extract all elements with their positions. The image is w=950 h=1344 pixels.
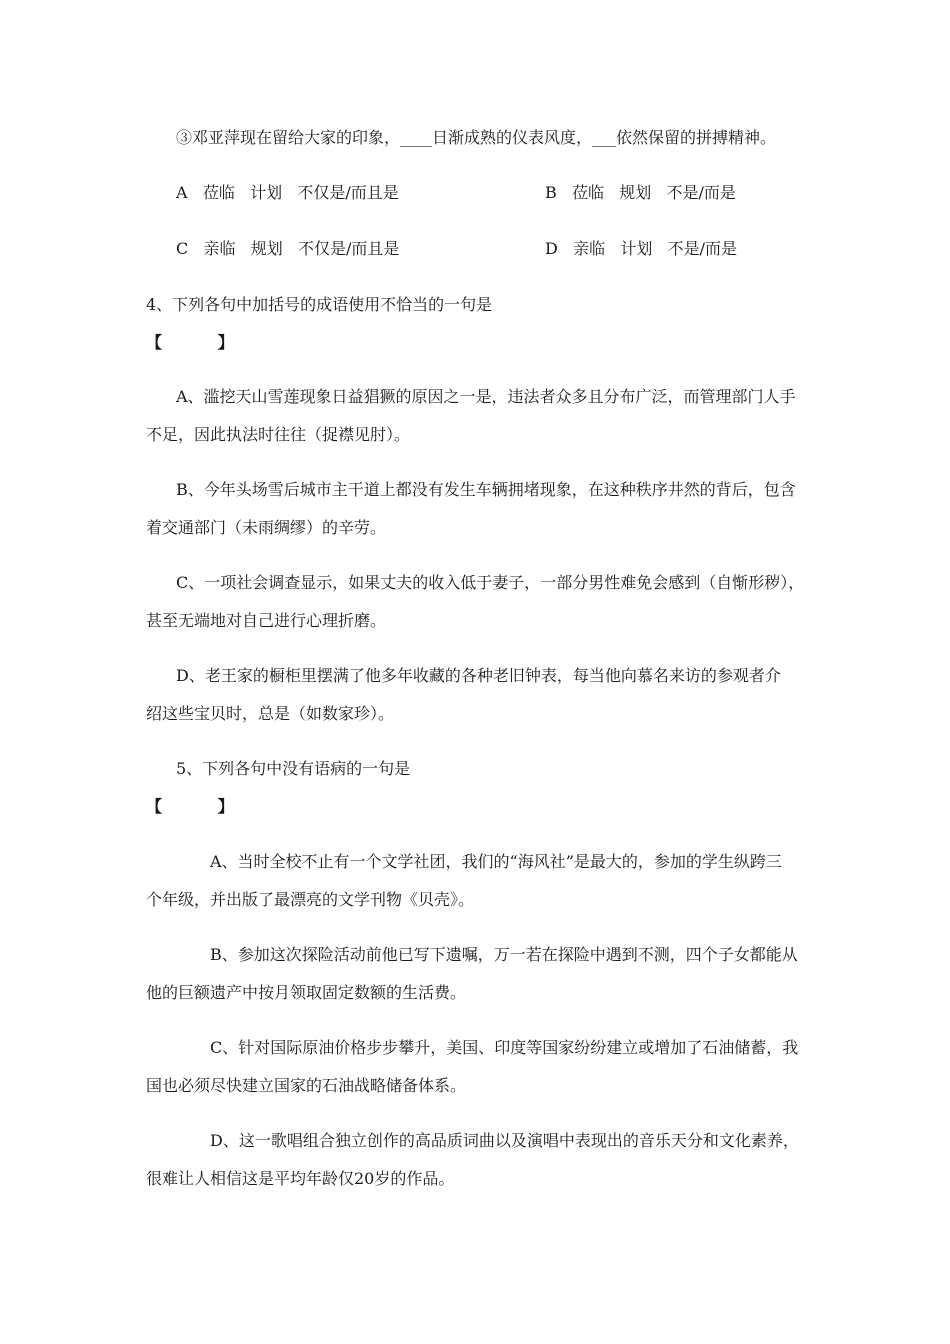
q5-stem: 5、下列各句中没有语病的一句是 bbox=[176, 759, 411, 778]
q4-option-a-line2: 不足，因此执法时往往（捉襟见肘）。 bbox=[146, 425, 411, 444]
q4-option-c-line2: 甚至无端地对自己进行心理折磨。 bbox=[146, 611, 387, 630]
q4-option-c-line1: C、一项社会调查显示，如果丈夫的收入低于妻子，一部分男性难免会感到（自惭形秽）， bbox=[176, 573, 805, 592]
q3-option-b: B 莅临 规划 不是/而是 bbox=[545, 183, 736, 202]
q5-option-c-line1: C、针对国际原油价格步步攀升，美国、印度等国家纷纷建立或增加了石油储蓄，我 bbox=[210, 1038, 799, 1057]
q4-option-d-line1: D、老王家的橱柜里摆满了他多年收藏的各种老旧钟表，每当他向慕名来访的参观者介 bbox=[176, 666, 781, 685]
q5-option-c-line2: 国也必须尽快建立国家的石油战略储备体系。 bbox=[146, 1076, 467, 1095]
q3-option-c: C 亲临 规划 不仅是/而且是 bbox=[176, 239, 400, 258]
q5-option-b-line2: 他的巨额遗产中按月领取固定数额的生活费。 bbox=[146, 983, 467, 1002]
q5-option-d-line1: D、这一歌唱组合独立创作的高品质词曲以及演唱中表现出的音乐天分和文化素养， bbox=[210, 1131, 799, 1150]
q4-option-b-line1: B、今年头场雪后城市主干道上都没有发生车辆拥堵现象，在这种秩序井然的背后，包含 bbox=[176, 480, 796, 499]
q4-option-d-line2: 绍这些宝贝时，总是（如数家珍）。 bbox=[146, 704, 395, 723]
q5-option-b-line1: B、参加这次探险活动前他已写下遗嘱，万一若在探险中遇到不测，四个子女都能从 bbox=[210, 945, 798, 964]
q4-option-b-line2: 着交通部门（未雨绸缪）的辛劳。 bbox=[146, 518, 387, 537]
q5-answer-bracket: 【 】 bbox=[146, 797, 234, 816]
q5-option-d-line2: 很难让人相信这是平均年龄仅20岁的作品。 bbox=[146, 1169, 455, 1188]
q5-option-a-line2: 个年级，并出版了最漂亮的文学刊物《贝壳》。 bbox=[146, 890, 475, 909]
q3-item-3: ③邓亚萍现在留给大家的印象，____日渐成熟的仪表风度，___依然保留的拼搏精神。 bbox=[176, 128, 777, 147]
q4-answer-bracket: 【 】 bbox=[146, 333, 234, 352]
q4-stem: 4、下列各句中加括号的成语使用不恰当的一句是 bbox=[146, 295, 493, 314]
q3-option-d: D 亲临 计划 不是/而是 bbox=[545, 239, 737, 258]
q3-option-a: A 莅临 计划 不仅是/而且是 bbox=[176, 183, 399, 202]
q4-option-a-line1: A、滥挖天山雪莲现象日益猖獗的原因之一是，违法者众多且分布广泛，而管理部门人手 bbox=[176, 387, 796, 406]
q5-option-a-line1: A、当时全校不止有一个文学社团，我们的“海风社”是最大的，参加的学生纵跨三 bbox=[210, 852, 782, 871]
